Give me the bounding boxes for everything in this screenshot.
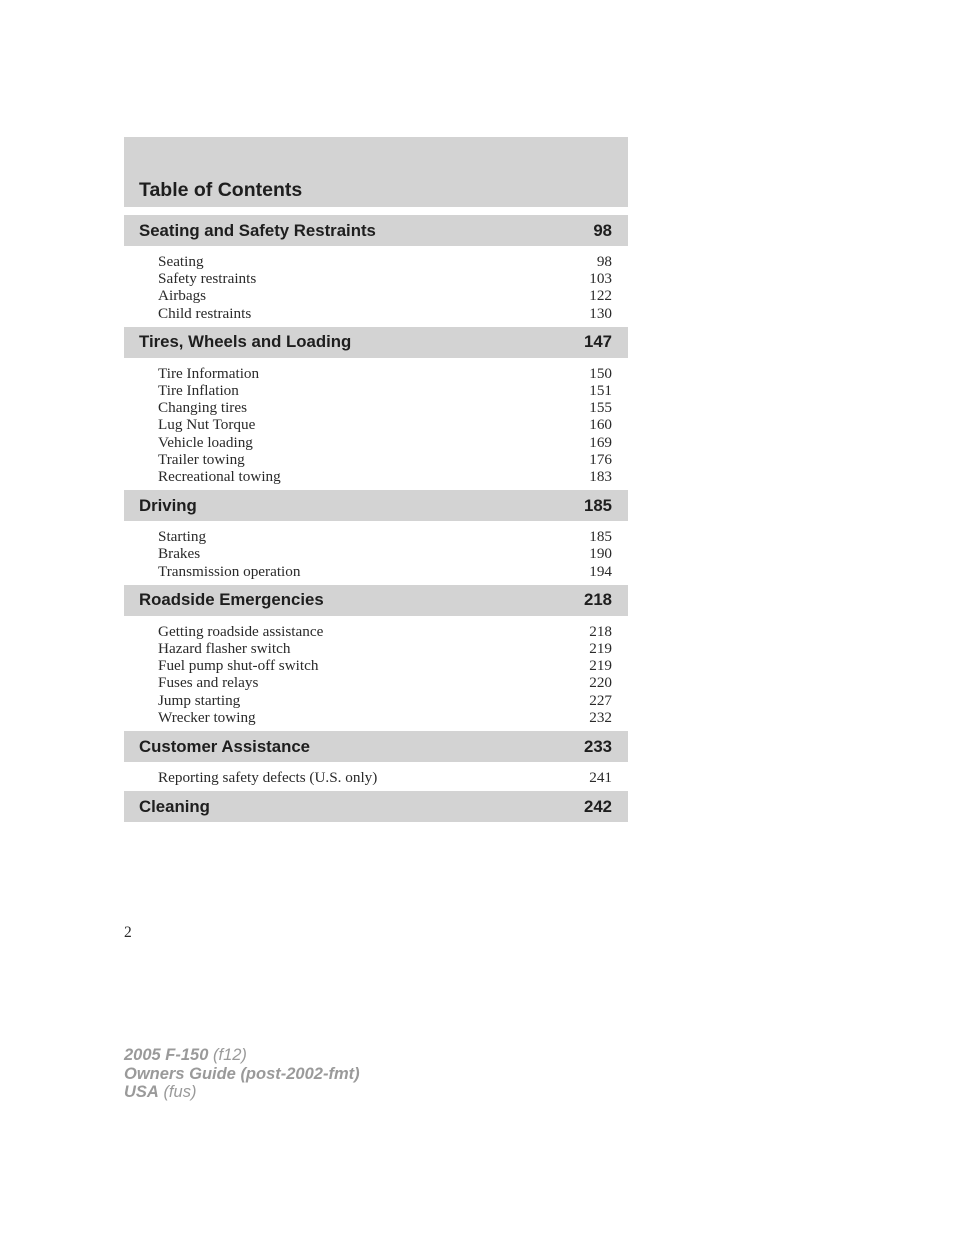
entry-page: 220 (589, 674, 612, 692)
toc-header (124, 137, 628, 207)
toc-entry[interactable] (158, 623, 612, 640)
toc-entry[interactable] (158, 382, 612, 399)
section-page: 242 (584, 796, 612, 816)
toc-entry[interactable] (158, 253, 612, 270)
page-number: 2 (124, 924, 132, 941)
entry-page: 185 (589, 528, 612, 546)
toc-entry[interactable] (158, 451, 612, 468)
section-page: 147 (584, 332, 612, 352)
toc-entry[interactable] (158, 545, 612, 562)
entry-page: 155 (589, 399, 612, 417)
section-title: Seating and Safety Restraints (139, 220, 376, 240)
entry-page: 190 (589, 545, 612, 563)
section-entries (124, 358, 628, 490)
entry-label: Vehicle loading (158, 433, 253, 451)
section-title: Customer Assistance (139, 736, 310, 756)
section-page: 98 (593, 220, 612, 240)
section-title: Driving (139, 495, 197, 515)
toc-sections (124, 215, 628, 822)
entry-page: 227 (589, 691, 612, 709)
entry-page: 176 (589, 450, 612, 468)
entry-label: Jump starting (158, 691, 241, 709)
entry-page: 151 (589, 382, 612, 400)
toc-entry[interactable] (158, 270, 612, 287)
entry-label: Reporting safety defects (U.S. only) (158, 769, 378, 787)
entry-label: Starting (158, 528, 207, 546)
footer-region: USA (124, 1083, 159, 1101)
toc-entry[interactable] (158, 769, 612, 786)
toc-entry[interactable] (158, 674, 612, 691)
toc-entry[interactable] (158, 399, 612, 416)
section-page: 233 (584, 736, 612, 756)
footer-guide: Owners Guide (post-2002-fmt) (124, 1064, 360, 1083)
toc-entry[interactable] (158, 365, 612, 382)
toc-entry[interactable] (158, 468, 612, 485)
footer-model-code: (f12) (213, 1046, 247, 1064)
toc-entry[interactable] (158, 692, 612, 709)
toc-entry[interactable] (158, 657, 612, 674)
section-entries (124, 616, 628, 731)
page-title: Table of Contents (139, 179, 303, 201)
entry-page: 160 (589, 416, 612, 434)
table-of-contents (124, 137, 628, 822)
section-title: Cleaning (139, 796, 210, 816)
entry-page: 219 (589, 640, 612, 658)
entry-label: Getting roadside assistance (158, 622, 324, 640)
entry-page: 232 (589, 708, 612, 726)
entry-label: Tire Information (158, 364, 260, 382)
entry-label: Child restraints (158, 304, 252, 322)
entry-page: 98 (596, 253, 612, 270)
entry-label: Fuses and relays (158, 674, 259, 692)
entry-page: 218 (589, 622, 612, 640)
section-title: Roadside Emergencies (139, 590, 324, 610)
toc-entry[interactable] (158, 305, 612, 322)
entry-page: 130 (589, 304, 612, 322)
toc-entry[interactable] (158, 709, 612, 726)
section-entries (124, 521, 628, 585)
entry-label: Airbags (158, 287, 207, 305)
section-header[interactable] (124, 791, 628, 822)
entry-page: 219 (589, 657, 612, 675)
toc-entry[interactable] (158, 434, 612, 451)
toc-entry[interactable] (158, 563, 612, 580)
section-page: 218 (584, 590, 612, 610)
entry-label: Recreational towing (158, 468, 281, 486)
toc-entry[interactable] (158, 640, 612, 657)
footer-line-3 (124, 1083, 360, 1102)
entry-page: 122 (589, 287, 612, 305)
entry-label: Fuel pump shut-off switch (158, 657, 319, 675)
footer-region-code: (fus) (163, 1083, 197, 1101)
entry-page: 103 (589, 270, 612, 288)
section-page: 185 (584, 495, 612, 515)
footer-model: 2005 F-150 (124, 1046, 209, 1064)
entry-label: Seating (158, 253, 204, 270)
entry-page: 241 (589, 769, 612, 787)
section-entries (124, 246, 628, 327)
entry-label: Trailer towing (158, 450, 245, 468)
entry-label: Hazard flasher switch (158, 640, 291, 658)
toc-entry[interactable] (158, 528, 612, 545)
entry-page: 169 (589, 433, 612, 451)
entry-label: Safety restraints (158, 270, 257, 288)
section-entries (124, 762, 628, 791)
entry-label: Brakes (158, 545, 201, 563)
toc-entry[interactable] (158, 416, 612, 433)
toc-entry[interactable] (158, 287, 612, 304)
footer-line-1 (124, 1046, 360, 1065)
entry-label: Transmission operation (158, 562, 301, 580)
entry-label: Lug Nut Torque (158, 416, 256, 434)
section-header[interactable] (124, 215, 628, 246)
section-header[interactable] (124, 731, 628, 762)
section-header[interactable] (124, 490, 628, 521)
section-header[interactable] (124, 327, 628, 358)
entry-label: Changing tires (158, 399, 248, 417)
entry-label: Wrecker towing (158, 708, 256, 726)
section-header[interactable] (124, 585, 628, 616)
entry-page: 194 (589, 562, 612, 580)
section-title: Tires, Wheels and Loading (139, 332, 352, 352)
entry-page: 150 (589, 364, 612, 382)
entry-page: 183 (589, 468, 612, 486)
entry-label: Tire Inflation (158, 382, 239, 400)
document-footer (124, 1046, 360, 1102)
